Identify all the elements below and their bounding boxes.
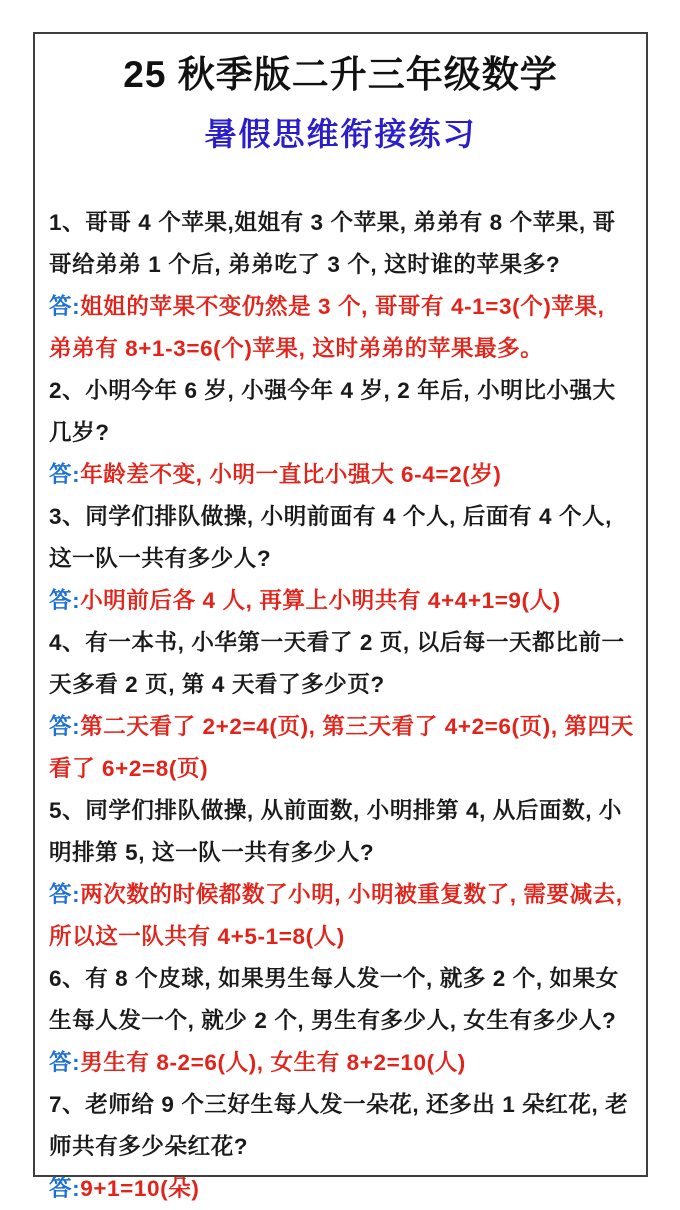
answer-text: 年龄差不变, 小明一直比小强大 6-4=2(岁): [80, 462, 502, 487]
qa-item: [49, 622, 634, 790]
question-text: 老师给 9 个三好生每人发一朵花, 还多出 1 朵红花, 老师共有多少朵红花?: [49, 1092, 629, 1159]
question-number: 7、: [49, 1092, 86, 1117]
question-line: [49, 202, 634, 286]
question-line: [49, 370, 634, 454]
answer-line: [49, 874, 634, 958]
answer-prefix: 答:: [49, 1050, 81, 1075]
page-subtitle: 暑假思维衔接练习: [204, 116, 477, 152]
answer-text: 9+1=10(朵): [80, 1176, 200, 1201]
answer-text: 小明前后各 4 人, 再算上小明共有 4+4+1=9(人): [80, 588, 561, 613]
answer-text: 姐姐的苹果不变仍然是 3 个, 哥哥有 4-1=3(个)苹果, 弟弟有 8+1-3=6(个)苹果, 这时弟弟的苹果最多。: [49, 294, 605, 361]
page-frame: [33, 32, 648, 1201]
question-number: 5、: [49, 798, 86, 823]
question-text: 哥哥 4 个苹果,姐姐有 3 个苹果, 弟弟有 8 个苹果, 哥哥给弟弟 1 个后, 弟弟吃了 3 个, 这时谁的苹果多?: [49, 210, 616, 277]
question-text: 小明今年 6 岁, 小强今年 4 岁, 2 年后, 小明比小强大几岁?: [49, 378, 616, 445]
answer-text: 男生有 8-2=6(人), 女生有 8+2=10(人): [80, 1050, 466, 1075]
answer-text: 第二天看了 2+2=4(页), 第三天看了 4+2=6(页), 第四天看了 6+2=8(页): [49, 714, 634, 781]
answer-line: [49, 1168, 634, 1210]
question-text: 同学们排队做操, 从前面数, 小明排第 4, 从后面数, 小明排第 5, 这一队一共有多少人?: [49, 798, 622, 865]
answer-prefix: 答:: [49, 462, 81, 487]
question-number: 4、: [49, 630, 86, 655]
question-text: 有一本书, 小华第一天看了 2 页, 以后每一天都比前一天多看 2 页, 第 4 天看了多少页?: [49, 630, 625, 697]
question-line: [49, 496, 634, 580]
qa-item: [49, 496, 634, 622]
question-line: [49, 958, 634, 1042]
question-text: 有 8 个皮球, 如果男生每人发一个, 就多 2 个, 如果女生每人发一个, 就少 2 个, 男生有多少人, 女生有多少人?: [49, 966, 619, 1033]
answer-line: [49, 454, 634, 496]
qa-item: [49, 958, 634, 1084]
answer-text: 两次数的时候都数了小明, 小明被重复数了, 需要减去, 所以这一队共有 4+5-1=8(人): [49, 882, 623, 949]
question-number: 2、: [49, 378, 86, 403]
question-number: 3、: [49, 504, 86, 529]
qa-item: [49, 202, 634, 370]
qa-item: [49, 370, 634, 496]
question-line: [49, 622, 634, 706]
qa-item: [49, 790, 634, 958]
answer-prefix: 答:: [49, 588, 81, 613]
question-number: 6、: [49, 966, 86, 991]
question-text: 同学们排队做操, 小明前面有 4 个人, 后面有 4 个人, 这一队一共有多少人?: [49, 504, 613, 571]
worksheet-body: [49, 202, 634, 1210]
answer-line: [49, 580, 634, 622]
question-number: 1、: [49, 210, 86, 235]
page-title: 25 秋季版二升三年级数学: [123, 54, 558, 95]
answer-prefix: 答:: [49, 1176, 81, 1201]
answer-line: [49, 706, 634, 790]
qa-item: [49, 1084, 634, 1210]
answer-prefix: 答:: [49, 714, 81, 739]
question-line: [49, 1084, 634, 1168]
answer-prefix: 答:: [49, 294, 81, 319]
answer-prefix: 答:: [49, 882, 81, 907]
question-line: [49, 790, 634, 874]
answer-line: [49, 286, 634, 370]
answer-line: [49, 1042, 634, 1084]
